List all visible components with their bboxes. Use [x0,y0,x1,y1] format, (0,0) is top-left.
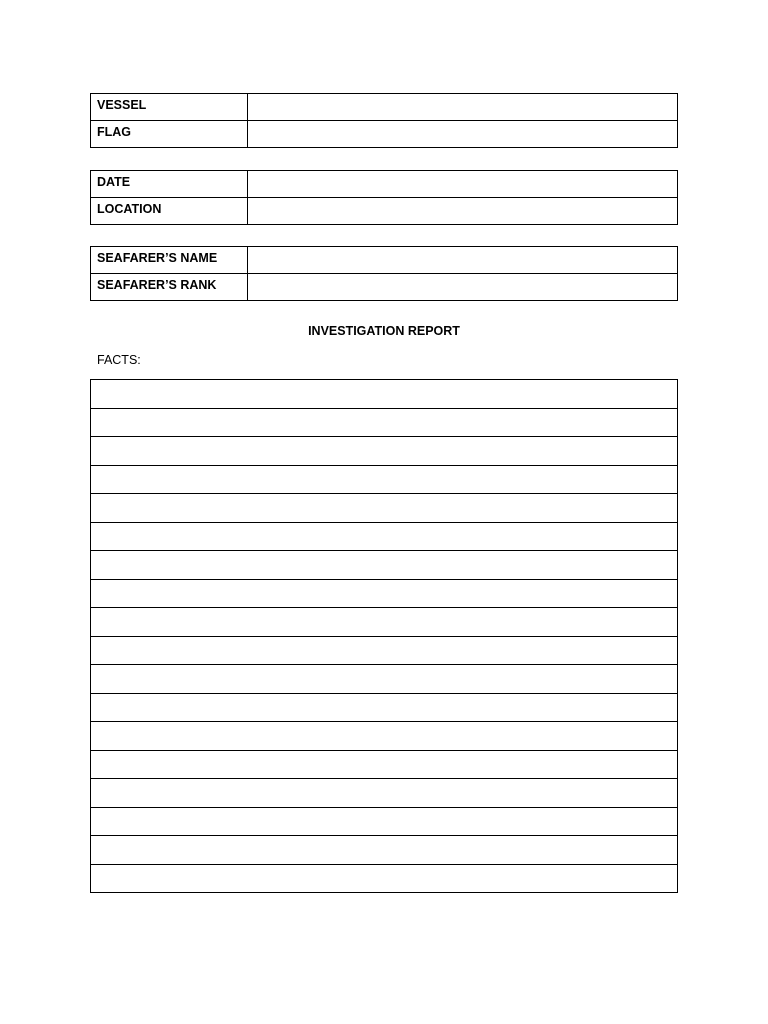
facts-line-field[interactable] [91,522,678,551]
location-label: LOCATION [91,198,248,225]
flag-row [91,121,678,148]
facts-line-row [91,807,678,836]
facts-line-row [91,522,678,551]
date-label: DATE [91,171,248,198]
seafarer-rank-field[interactable] [248,274,678,301]
date-row [91,171,678,198]
flag-field[interactable] [248,121,678,148]
facts-line-field[interactable] [91,665,678,694]
facts-line-row [91,465,678,494]
facts-line-field[interactable] [91,380,678,409]
vessel-row [91,94,678,121]
vessel-info-table [90,93,678,148]
facts-line-row [91,437,678,466]
facts-line-field[interactable] [91,693,678,722]
facts-line-field[interactable] [91,836,678,865]
facts-line-row [91,551,678,580]
facts-line-field[interactable] [91,437,678,466]
facts-line-row [91,380,678,409]
facts-line-field[interactable] [91,608,678,637]
facts-line-field[interactable] [91,579,678,608]
seafarer-rank-label: SEAFARER’S RANK [91,274,248,301]
facts-line-row [91,750,678,779]
facts-line-field[interactable] [91,807,678,836]
seafarer-rank-row [91,274,678,301]
facts-line-field[interactable] [91,408,678,437]
seafarer-name-label: SEAFARER’S NAME [91,247,248,274]
date-location-table [90,170,678,225]
facts-line-row [91,836,678,865]
facts-line-row [91,665,678,694]
facts-line-row [91,579,678,608]
facts-line-row [91,494,678,523]
facts-lines-table [90,379,678,893]
date-field[interactable] [248,171,678,198]
report-title: INVESTIGATION REPORT [308,324,460,338]
facts-line-field[interactable] [91,551,678,580]
facts-label: FACTS: [97,353,141,367]
facts-line-row [91,864,678,893]
location-field[interactable] [248,198,678,225]
seafarer-name-field[interactable] [248,247,678,274]
facts-line-field[interactable] [91,465,678,494]
seafarer-name-row [91,247,678,274]
seafarer-info-table [90,246,678,301]
facts-line-row [91,636,678,665]
facts-line-field[interactable] [91,494,678,523]
facts-line-row [91,608,678,637]
facts-line-row [91,722,678,751]
facts-line-field[interactable] [91,779,678,808]
vessel-field[interactable] [248,94,678,121]
facts-line-field[interactable] [91,722,678,751]
facts-line-row [91,779,678,808]
flag-label: FLAG [91,121,248,148]
facts-line-field[interactable] [91,636,678,665]
facts-line-field[interactable] [91,864,678,893]
facts-line-row [91,408,678,437]
vessel-label: VESSEL [91,94,248,121]
facts-line-row [91,693,678,722]
location-row [91,198,678,225]
facts-line-field[interactable] [91,750,678,779]
